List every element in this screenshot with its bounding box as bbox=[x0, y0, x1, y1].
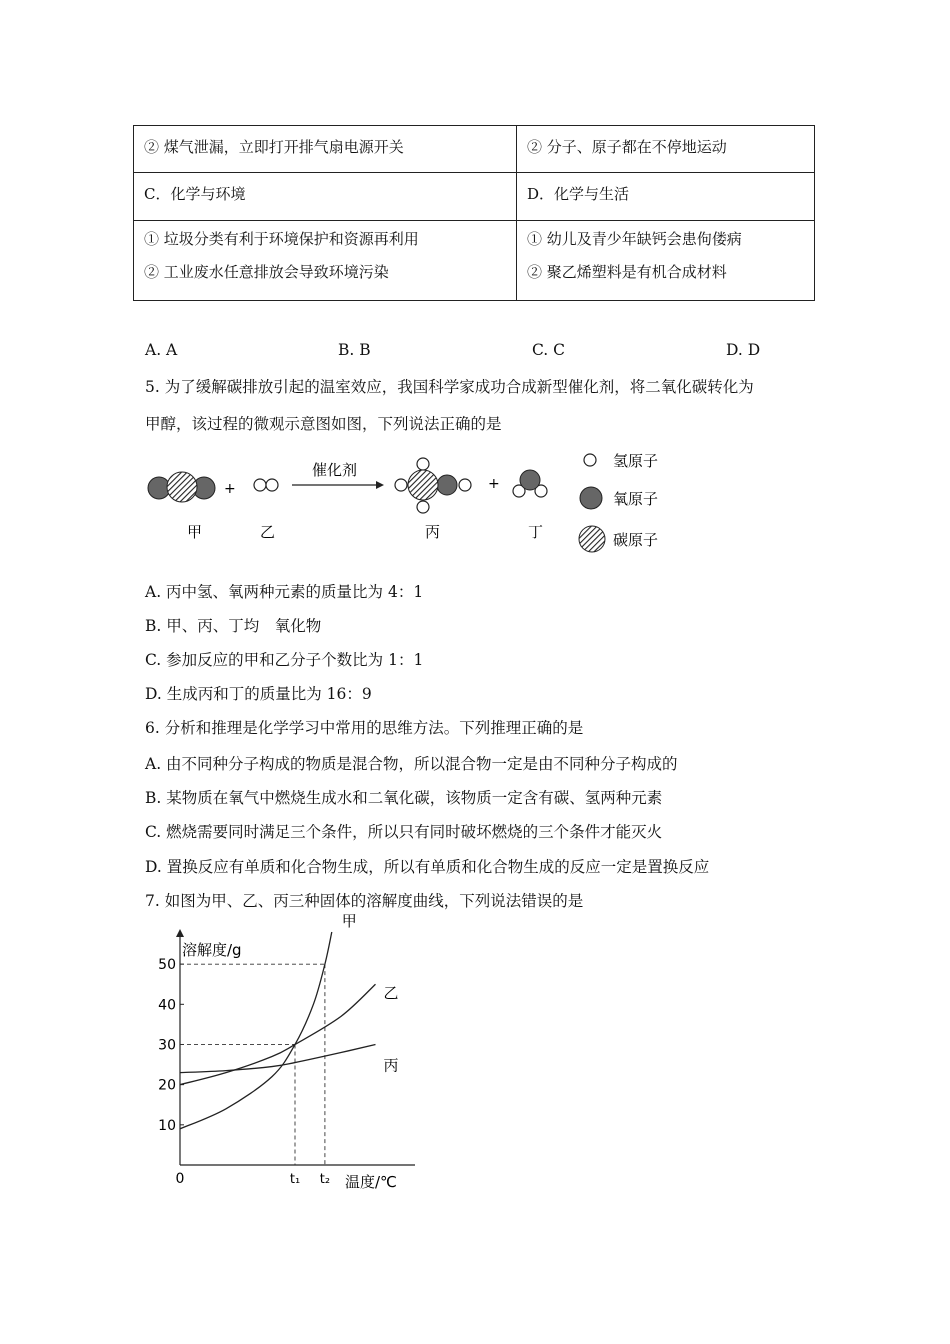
series-label: 丙 bbox=[383, 1056, 399, 1075]
molecule-ding bbox=[513, 470, 547, 497]
y-tick-label: 30 bbox=[158, 1037, 176, 1054]
x-tick-label: t₁ bbox=[289, 1172, 301, 1187]
y-axis-label: 溶解度/g bbox=[182, 941, 242, 959]
molecule-bing bbox=[395, 458, 471, 513]
q4-option-a: A. A bbox=[145, 341, 178, 359]
legend-oxygen: 氧原子 bbox=[613, 490, 659, 508]
table-line: ② 工业废水任意排放会导致环境污染 bbox=[144, 263, 389, 281]
q6-option-b: B. 某物质在氧气中燃烧生成水和二氧化碳，该物质一定含有碳、氢两种元素 bbox=[145, 789, 663, 807]
molecule-jia bbox=[148, 472, 215, 502]
table-cell-row2-right: D．化学与生活 bbox=[517, 173, 815, 221]
chart-labels bbox=[158, 912, 398, 1191]
chart-curves bbox=[180, 932, 376, 1129]
table-line: ② 聚乙烯塑料是有机合成材料 bbox=[527, 263, 727, 281]
table-cell-row1-right: ② 分子、原子都在不停地运动 bbox=[517, 126, 815, 173]
solubility-chart bbox=[140, 912, 430, 1195]
options-table bbox=[133, 125, 815, 301]
catalyst-label: 催化剂 bbox=[312, 461, 358, 479]
table-cell-row1-left: ② 煤气泄漏，立即打开排气扇电源开关 bbox=[134, 126, 517, 173]
q6-option-a: A. 由不同种分子构成的物质是混合物，所以混合物一定是由不同种分子构成的 bbox=[145, 755, 678, 773]
q6-stem: 6. 分析和推理是化学学习中常用的思维方法。下列推理正确的是 bbox=[145, 719, 584, 737]
q7-stem: 7. 如图为甲、乙、丙三种固体的溶解度曲线，下列说法错误的是 bbox=[145, 892, 584, 910]
y-tick-label: 10 bbox=[158, 1117, 176, 1134]
q4-option-d: D. D bbox=[726, 341, 761, 359]
x-tick-label: 0 bbox=[175, 1171, 185, 1187]
legend-carbon: 碳原子 bbox=[613, 531, 659, 549]
q4-option-b: B. B bbox=[338, 341, 371, 359]
reaction-diagram bbox=[140, 445, 700, 560]
label-ding: 丁 bbox=[528, 523, 544, 541]
series-line-3 bbox=[180, 1044, 376, 1072]
label-yi: 乙 bbox=[260, 523, 276, 541]
y-tick-label: 50 bbox=[158, 957, 176, 974]
q4-option-c: C. C bbox=[532, 341, 566, 359]
table-cell-row3-right bbox=[517, 221, 815, 301]
y-tick-label: 20 bbox=[158, 1077, 176, 1094]
legend bbox=[579, 452, 658, 552]
q5-stem-line2: 甲醇，该过程的微观示意图如图，下列说法正确的是 bbox=[145, 415, 502, 433]
label-bing: 丙 bbox=[425, 523, 441, 541]
q5-option-a: A. 丙中氢、氧两种元素的质量比为 4：1 bbox=[145, 583, 424, 601]
legend-hydrogen: 氢原子 bbox=[613, 452, 659, 470]
plus-sign-1: + bbox=[224, 481, 236, 497]
q5-option-d: D. 生成丙和丁的质量比为 16：9 bbox=[145, 685, 372, 703]
series-line-1 bbox=[180, 932, 332, 1129]
y-tick-label: 40 bbox=[158, 997, 176, 1014]
q5-option-b: B. 甲、丙、丁均 氧化物 bbox=[145, 617, 322, 635]
table-cell-row3-left bbox=[134, 221, 517, 301]
label-jia: 甲 bbox=[187, 523, 203, 541]
table-line: ① 幼儿及青少年缺钙会患佝偻病 bbox=[527, 230, 742, 248]
q6-option-d: D. 置换反应有单质和化合物生成，所以有单质和化合物生成的反应一定是置换反应 bbox=[145, 858, 710, 876]
series-label: 乙 bbox=[383, 984, 399, 1003]
table-cell-row2-left: C．化学与环境 bbox=[134, 173, 517, 221]
q5-stem-line1: 5. 为了缓解碳排放引起的温室效应，我国科学家成功合成新型催化剂，将二氧化碳转化为 bbox=[145, 378, 754, 396]
series-label: 甲 bbox=[341, 912, 357, 930]
table-line: ① 垃圾分类有利于环境保护和资源再利用 bbox=[144, 230, 419, 248]
reaction-arrow bbox=[292, 481, 384, 489]
molecule-yi bbox=[254, 479, 278, 491]
y-axis-arrow bbox=[176, 929, 184, 937]
q6-option-c: C. 燃烧需要同时满足三个条件，所以只有同时破坏燃烧的三个条件才能灭火 bbox=[145, 823, 663, 841]
plus-sign-2: + bbox=[488, 476, 500, 492]
series-line-2 bbox=[180, 984, 376, 1084]
q5-option-c: C. 参加反应的甲和乙分子个数比为 1：1 bbox=[145, 651, 424, 669]
x-axis-label: 温度/℃ bbox=[345, 1173, 397, 1191]
x-tick-label: t₂ bbox=[319, 1172, 331, 1187]
